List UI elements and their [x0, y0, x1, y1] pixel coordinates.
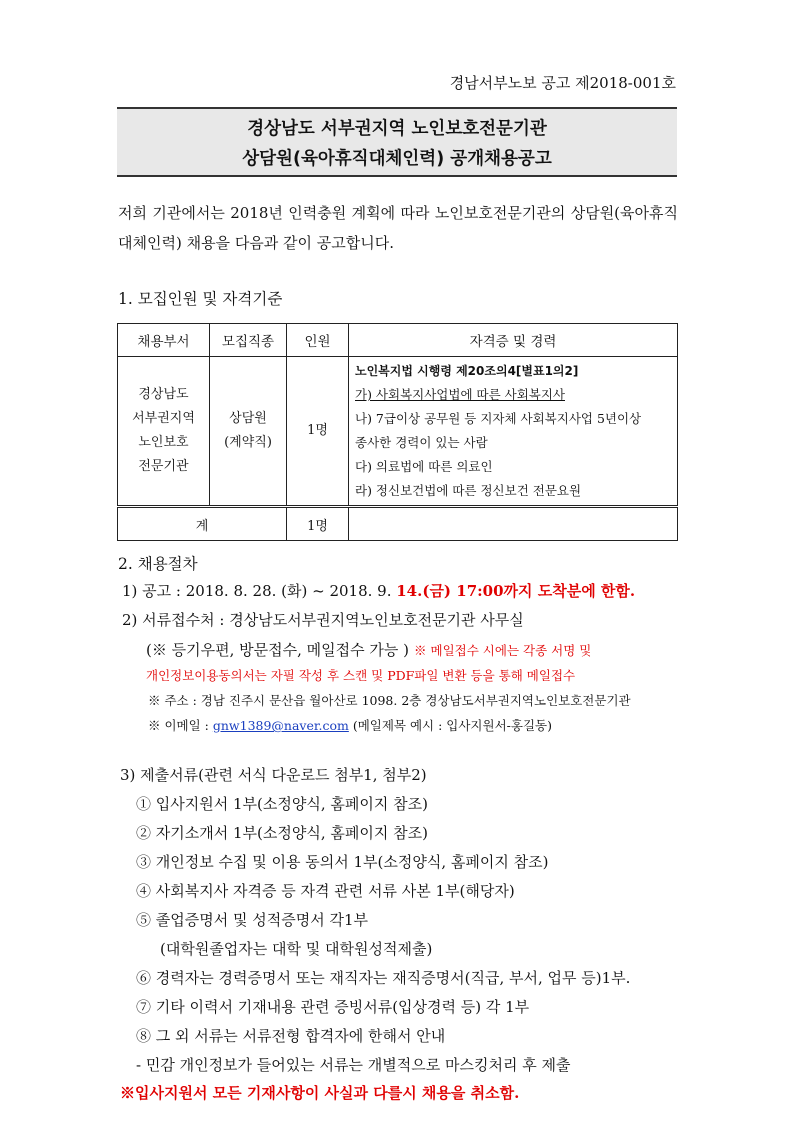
- recruitment-table: [117, 323, 678, 541]
- job-line: (계약직): [224, 435, 272, 450]
- warning-text: ※입사지원서 모든 기재사항이 사실과 다를시 채용을 취소함.: [120, 1084, 520, 1102]
- qualification-item: 라) 정신보건법에 따른 정신보건 전문요원: [355, 483, 582, 498]
- email-line: [148, 716, 552, 734]
- mail-note: ※ 메일접수 시에는 각종 서명 및: [414, 643, 592, 658]
- dept-line: 서부권지역: [132, 411, 195, 426]
- document-item-note: (대학원졸업자는 대학 및 대학원성적제출): [160, 940, 433, 958]
- submission-place: 2) 서류접수처 : 경상남도서부권지역노인보호전문기관 사무실: [122, 611, 524, 629]
- schedule-text: 1) 공고 : 2018. 8. 28. (화) ~ 2018. 9.: [122, 582, 397, 600]
- title-box: [117, 107, 677, 177]
- table-row: [118, 357, 678, 507]
- submission-methods-line: [146, 639, 591, 660]
- document-item: ⑤ 졸업증명서 및 성적증명서 각1부: [136, 911, 368, 929]
- dept-line: 전문기관: [138, 459, 189, 474]
- dept-cell: [118, 357, 210, 507]
- document-item: ④ 사회복지사 자격증 등 자격 관련 서류 사본 1부(해당자): [136, 882, 515, 900]
- document-item: ① 입사지원서 1부(소정양식, 홈페이지 참조): [136, 795, 428, 813]
- qualification-item: 가) 사회복지사업법에 따른 사회복지사: [355, 387, 565, 402]
- table-header: 모집직종: [210, 324, 287, 357]
- qualification-item: 나) 7급이상 공무원 등 지자체 사회복지사업 5년이상: [355, 411, 642, 426]
- table-header-row: [118, 324, 678, 357]
- schedule-line: [122, 580, 635, 601]
- address-line: ※ 주소 : 경남 진주시 문산읍 월아산로 1098. 2층 경상남도서부권지역노인보호전문기관: [148, 693, 631, 708]
- document-item: ③ 개인정보 수집 및 이용 동의서 1부(소정양식, 홈페이지 참조): [136, 853, 549, 871]
- qualification-head: 노인복지법 시행령 제20조의4[별표1의2]: [355, 364, 579, 378]
- job-cell: [210, 357, 287, 507]
- mail-note-line-2: 개인정보이용동의서는 자필 작성 후 스캔 및 PDF파일 변환 등을 통해 메일접수: [146, 668, 576, 683]
- submission-methods: (※ 등기우편, 방문접수, 메일접수 가능 ): [146, 641, 409, 659]
- document-item: ⑦ 기타 이력서 기재내용 관련 증빙서류(입상경력 등) 각 1부: [136, 998, 530, 1016]
- document-item: ⑥ 경력자는 경력증명서 또는 재직자는 재직증명서(직급, 부서, 업무 등)1부.: [136, 969, 631, 987]
- notice-number: 경남서부노보 공고 제2018-001호: [449, 74, 676, 92]
- dept-line: 경상남도: [138, 387, 189, 402]
- dept-line: 노인보호: [138, 435, 189, 450]
- table-header: 채용부서: [118, 324, 210, 357]
- email-link[interactable]: gnw1389@naver.com: [212, 718, 349, 733]
- deadline-highlight: 14.(금) 17:00까지 도착분에 한함.: [396, 582, 636, 600]
- total-empty: [349, 507, 678, 541]
- intro-paragraph: 저희 기관에서는 2018년 인력충원 계획에 따라 노인보호전문기관의 상담원(육아휴직대체인력) 채용을 다음과 같이 공고합니다.: [118, 204, 678, 252]
- title-line-2: 상담원(육아휴직대체인력) 공개채용공고: [242, 149, 552, 169]
- qualification-cell: [349, 357, 678, 507]
- section-1-heading: 1. 모집인원 및 자격기준: [118, 290, 283, 308]
- job-line: 상담원: [229, 411, 267, 426]
- title-line-1: 경상남도 서부권지역 노인보호전문기관: [247, 119, 547, 139]
- table-header: 자격증 및 경력: [349, 324, 678, 357]
- section-2-heading: 2. 채용절차: [118, 555, 198, 573]
- total-label: 계: [118, 507, 287, 541]
- total-count: 1명: [287, 507, 349, 541]
- document-item: ② 자기소개서 1부(소정양식, 홈페이지 참조): [136, 824, 428, 842]
- count-cell: 1명: [287, 357, 349, 507]
- document-item: ⑧ 그 외 서류는 서류전형 합격자에 한해서 안내: [136, 1027, 446, 1045]
- email-example: (메일제목 예시 : 입사지원서-홍길동): [348, 718, 552, 733]
- table-total-row: [118, 507, 678, 541]
- qualification-item: 종사한 경력이 있는 사람: [355, 435, 488, 450]
- document-item-note: - 민감 개인정보가 들어있는 서류는 개별적으로 마스킹처리 후 제출: [136, 1056, 571, 1074]
- table-header: 인원: [287, 324, 349, 357]
- documents-heading: 3) 제출서류(관련 서식 다운로드 첨부1, 첨부2): [120, 766, 427, 784]
- qualification-item: 다) 의료법에 따른 의료인: [355, 459, 493, 474]
- email-label: ※ 이메일 :: [148, 718, 213, 733]
